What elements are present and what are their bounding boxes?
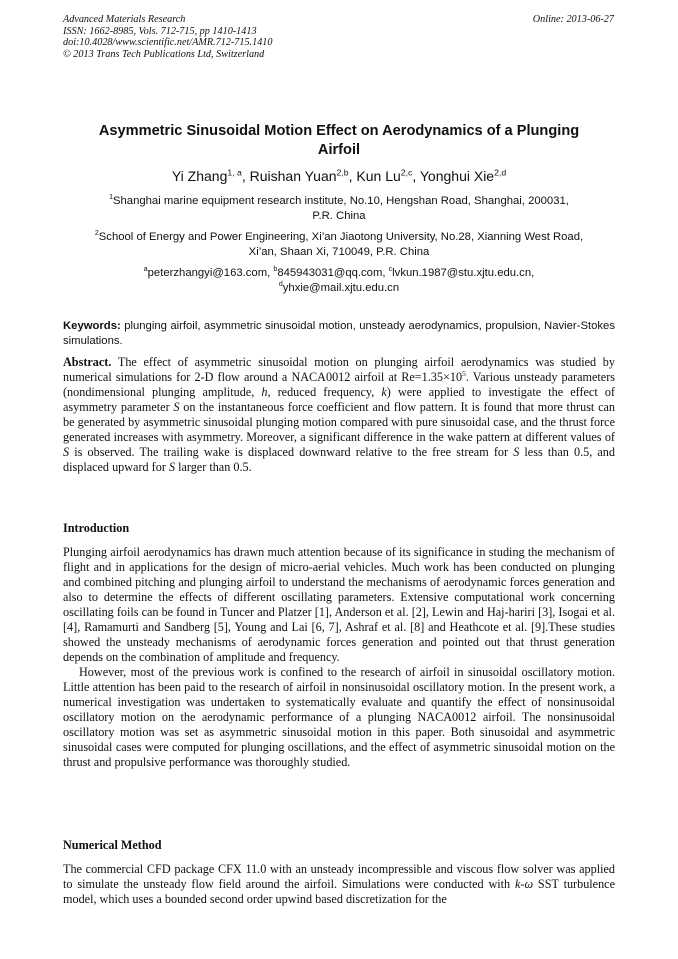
journal-name: Advanced Materials Research xyxy=(63,14,186,25)
introduction-paragraph: Plunging airfoil aerodynamics has drawn much attention because of its significance in studing the mechanism of flight and in applications for the design of micro-aerial vehicles. Much work has been conducted on plunging and combined pitching and plunging airfoil to understand the mechanisms of aerodynamic forces generation and also to determine the effects of different oscillating parameters. Extensive computational work concerning oscillating foils can be found in Tuncer and Platzer [1], Anderson et al. [2], Lewin and Haj-hariri [3], Isogai et al. [4], Ramamurti and Sandberg [5], Young and Lai [6, 7], Ashraf et al. [8] and Heathcote et al. [9].These studies showed the unsteady mechanisms of aerodynamic forces generation and pointed out that thrust generation depends on the combination of amplitude and frequency. xyxy=(63,545,615,664)
title-line: Asymmetric Sinusoidal Motion Effect on Aerodynamics of a Plunging xyxy=(98,123,580,139)
affiliation-line: Shanghai marine equipment research institute, No.10, Hengshan Road, Shanghai, 200031, xyxy=(112,195,569,207)
numerical-text: The commercial CFD package CFX 11.0 with an unsteady incompressible and viscous flow solver was applied to simulate the unsteady flow field around the airfoil. Simulations were conducted with xyxy=(63,862,615,891)
email-list: $^a$peterzhangyi@163.com, $^b$845943031@qq.com, $^c$lvkun.1987@stu.xjtu.edu.cn, $^d$yhxie@mail.xjtu.edu.cn xyxy=(143,266,535,294)
affiliation-line: School of Energy and Power Engineering, Xi’an Jiaotong University, No.28, Xianning West Road, xyxy=(98,231,584,243)
abstract-text: larger than 0.5. xyxy=(175,460,252,474)
author-affiliation-mark: 1, a xyxy=(227,167,242,178)
abstract-text: The effect of asymmetric sinusoidal motion on plunging airfoil aerodynamics was studied by numerical simulations for 2-D flow around a NACA0012 airfoil at Re=1.35×10 xyxy=(63,355,615,384)
symbol-h: h xyxy=(261,385,268,399)
introduction-body xyxy=(63,545,615,770)
abstract-text: . Various unsteady parameters (nondimensional plunging amplitude, xyxy=(63,370,616,399)
abstract-text: less than 0.5, and displaced upward for xyxy=(63,445,615,474)
author-name: Kun Lu xyxy=(356,168,401,184)
section-heading-introduction: Introduction xyxy=(63,521,130,535)
keywords-label: Keywords: xyxy=(63,320,121,332)
author-affiliation-mark: 2,c xyxy=(400,167,413,178)
author-name: Ruishan Yuan xyxy=(249,168,337,184)
abstract xyxy=(63,355,615,475)
affiliation-line: Xi’an, Shaan Xi, 710049, P.R. China xyxy=(248,246,430,258)
symbol-k: k xyxy=(381,385,387,399)
keywords-text: plunging airfoil, asymmetric sinusoidal motion, unsteady aerodynamics, propulsion, Navier-Stokes simulations. xyxy=(63,320,615,347)
journal-doi: doi:10.4028/www.scientific.net/AMR.712-715.1410 xyxy=(63,37,273,49)
title-line: Airfoil xyxy=(317,142,361,158)
abstract-text: , reduced frequency, xyxy=(267,385,382,399)
section-heading-numerical-method: Numerical Method xyxy=(63,838,162,852)
symbol-s: S xyxy=(63,445,70,459)
journal-header xyxy=(63,14,272,60)
author-list: Yi Zhang$^{1, a}$, Ruishan Yuan$^{2,b}$, Kun Lu$^{2,c}$, Yonghui Xie$^{2,d}$ xyxy=(171,167,507,184)
abstract-text: on the instantaneous force coefficient and flow pattern. It is found that more thrust can be generated by asymmetric sinusoidal plunging motion compared with pure sinusoidal case, and the thrust force generated increases with asymmetry. Moreover, a significant difference in the wake pattern at different values of xyxy=(63,400,615,444)
journal-issn: ISSN: 1662-8985, Vols. 712-715, pp 1410-1413 xyxy=(63,25,257,37)
email-d[interactable]: yhxie@mail.xjtu.edu.cn xyxy=(282,282,400,294)
affiliation-mark: 2 xyxy=(94,230,99,238)
affiliation-line: P.R. China xyxy=(312,210,366,222)
affiliation-2 xyxy=(63,230,615,260)
affiliation-mark: 1 xyxy=(109,194,113,202)
author-affiliation-mark: 2,d xyxy=(494,167,507,178)
email-c[interactable]: lvkun.1987@stu.xjtu.edu.cn, xyxy=(392,267,535,279)
turbulence-model-symbol: k-ω xyxy=(515,877,534,891)
author-name: Yonghui Xie xyxy=(419,168,495,184)
numerical-text: SST turbulence model, which uses a bounded second order upwind based discretization for the xyxy=(63,877,616,906)
symbol-s: S xyxy=(173,400,180,414)
symbol-s: S xyxy=(168,460,176,474)
keywords xyxy=(63,319,615,348)
abstract-text: is observed. The trailing wake is displaced downward relative to the free stream for xyxy=(69,445,514,459)
email-b[interactable]: 845943031@qq.com, xyxy=(277,267,389,279)
numerical-method-body xyxy=(63,862,615,907)
journal-copyright: © 2013 Trans Tech Publications Ltd, Switzerland xyxy=(63,48,265,60)
online-date: Online: 2013-06-27 xyxy=(532,14,614,25)
symbol-s: S xyxy=(513,445,520,459)
introduction-paragraph: However, most of the previous work is confined to the research of airfoil in sinusoidal oscillatory motion. Little attention has been paid to the research of airfoil in nonsinusoidal oscillatory motion. In the present work, a numerical investigation was undertaken to systematically evaluate and quantify the effect of nonsinusoidal oscillatory motion on the aerodynamic performance of a plunging NACA0012 airfoil. The nonsinusoidal oscillatory motion was set as asymmetric sinusoidal motion in this paper. Both sinusoidal and asymmetric sinusoidal cases were computed for plunging oscillations, and the effect of asymmetric sinusoidal motion on the thrust and propulsive performance was thoroughly studied. xyxy=(63,665,615,769)
abstract-text: ) were applied to investigate the effect of asymmetry parameter xyxy=(63,385,615,414)
paper-title xyxy=(63,122,615,160)
author-affiliation-mark: 2,b xyxy=(336,167,349,178)
abstract-label: Abstract. xyxy=(63,355,112,369)
abstract-exponent: 5 xyxy=(462,368,466,378)
affiliation-1 xyxy=(63,194,615,224)
author-name: Yi Zhang xyxy=(171,168,228,184)
email-a[interactable]: peterzhangyi@163.com, xyxy=(147,267,274,279)
